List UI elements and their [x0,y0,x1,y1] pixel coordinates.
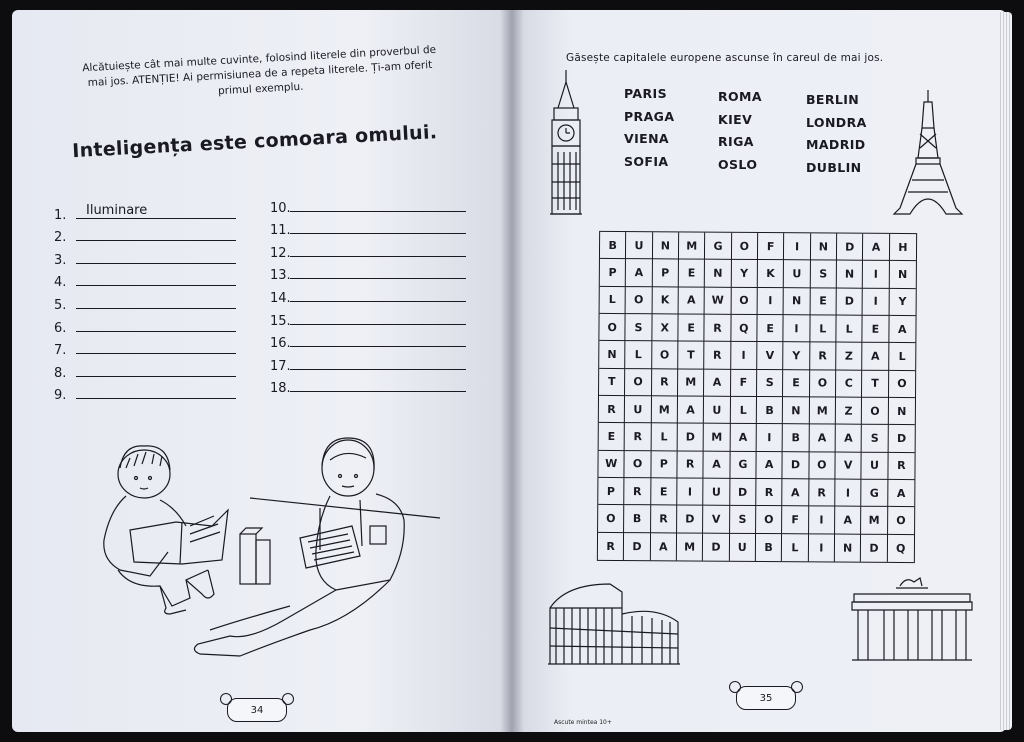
grid-cell[interactable]: R [705,342,732,370]
grid-cell[interactable]: R [888,453,915,481]
answer-number: 7. [54,343,67,359]
answer-blank[interactable] [290,346,466,347]
grid-cell[interactable]: Q [896,541,906,555]
word-list-item: SOFIA [624,153,669,169]
word-list-column-2 [718,89,762,179]
grid-cell[interactable]: O [756,506,783,534]
grid-cell[interactable]: L [730,397,757,425]
grid-cell[interactable]: P [651,451,678,479]
answer-blank[interactable] [76,353,236,354]
grid-cell[interactable]: P [598,478,625,506]
grid-cell[interactable]: A [678,396,705,424]
grid-cell[interactable]: H [890,234,917,262]
grid-cell[interactable]: A [626,259,653,287]
grid-cell[interactable]: U [784,261,811,289]
page-number-ornament [791,681,803,693]
grid-cell[interactable]: I [863,261,890,289]
grid-cell[interactable]: L [782,534,809,562]
grid-cell[interactable]: D [677,506,704,534]
grid-cell[interactable]: O [862,398,889,426]
answer-blank[interactable] [290,256,466,257]
grid-cell[interactable]: R [599,396,626,424]
answer-blank[interactable] [76,285,236,286]
grid-cell[interactable]: S [730,506,757,534]
grid-cell[interactable]: N [705,260,732,288]
answer-number: 13. [270,268,291,284]
grid-cell[interactable]: N [837,261,864,289]
grid-cell[interactable]: O [626,287,653,315]
grid-cell[interactable]: P [600,259,627,287]
grid-cell[interactable]: A [704,451,731,479]
grid-cell[interactable]: Q [731,315,758,343]
grid-cell[interactable]: B [600,232,627,260]
grid-cell[interactable]: D [861,534,888,562]
grid-cell[interactable]: A [756,452,783,480]
grid-cell[interactable]: E [651,478,678,506]
grid-cell[interactable]: R [677,451,704,479]
answer-number: 8. [54,365,67,381]
answer-line[interactable] [270,216,466,239]
grid-cell[interactable]: D [888,425,915,453]
answer-blank[interactable] [76,308,236,309]
grid-cell[interactable]: A [651,533,678,561]
answer-line[interactable] [54,200,236,223]
grid-cell[interactable]: Z [836,343,863,371]
grid-cell[interactable]: B [783,425,810,453]
grid-cell[interactable]: M [678,369,705,397]
grid-cell[interactable]: M [677,533,704,561]
grid-cell[interactable]: O [810,370,837,398]
answer-blank[interactable] [76,398,236,399]
grid-cell[interactable]: Y [731,260,758,288]
grid-cell[interactable]: D [730,479,757,507]
grid-cell[interactable]: P [652,260,679,288]
grid-cell[interactable]: F [758,233,785,261]
word-list-item: OSLO [718,156,758,172]
page-edges [1000,12,1012,730]
answer-number: 12. [270,245,291,261]
answer-number: 9. [54,388,67,404]
answer-line[interactable] [54,358,236,381]
grid-cell[interactable]: A [863,343,890,371]
grid-cell[interactable]: E [678,314,705,342]
grid-cell[interactable]: I [863,288,890,316]
answer-blank[interactable] [290,233,466,234]
grid-cell[interactable]: M [651,396,678,424]
grid-cell[interactable]: T [862,370,889,398]
grid-cell[interactable]: R [625,423,652,451]
grid-cell[interactable]: B [757,397,784,425]
right-instruction: Găsește capitalele europene ascunse în careul de mai jos. [566,52,884,64]
answer-line[interactable] [54,223,236,246]
grid-cell[interactable]: D [624,533,651,561]
answer-line[interactable] [54,336,236,359]
word-list-column-3 [806,92,867,182]
word-list-item: LONDRA [806,114,867,130]
grid-cell[interactable]: U [626,232,653,260]
grid-cell[interactable]: Y [889,289,916,317]
grid-cell[interactable]: E [863,316,890,344]
grid-cell[interactable]: U [704,397,731,425]
page-number-35 [736,686,796,710]
grid-cell[interactable]: A [888,480,915,508]
grid-cell[interactable]: I [784,233,811,261]
grid-cell[interactable]: L [810,315,837,343]
grid-cell[interactable]: S [626,314,653,342]
word-list-item: RIGA [718,134,754,149]
answer-number: 17. [270,358,291,374]
left-instruction: Alcătuiește cât mai multe cuvinte, folosind literele din proverbul de mai jos. ATENȚIE! Ai permisiunea de a repeta literele. Ți-am oferit primul exemplu. [81,43,437,98]
answer-number: 16. [270,336,291,352]
grid-cell[interactable]: A [889,316,916,344]
grid-cell[interactable]: R [705,315,732,343]
grid-cell[interactable]: G [862,480,889,508]
word-list-item: BERLIN [806,92,860,107]
answer-number: 2. [54,230,67,246]
answer-line[interactable] [270,238,466,261]
answer-line[interactable] [270,193,466,216]
page-number-34 [227,698,287,722]
answer-line[interactable] [54,245,236,268]
answer-blank[interactable] [76,240,236,241]
answer-number: 18. [270,381,291,397]
grid-cell[interactable]: N [784,288,811,316]
grid-cell[interactable]: F [782,507,809,535]
grid-cell[interactable]: O [889,371,916,399]
answer-number: 15. [270,313,291,329]
grid-cell[interactable]: S [810,261,837,289]
grid-cell[interactable]: L [600,287,627,315]
grid-cell[interactable]: W [705,287,732,315]
word-list-item: PARIS [624,86,667,101]
grid-cell[interactable]: B [624,505,651,533]
grid-cell[interactable]: M [679,232,706,260]
grid-cell[interactable]: I [758,288,785,316]
grid-cell[interactable]: S [757,370,784,398]
grid-cell[interactable]: R [598,533,625,561]
word-search-grid [597,231,917,563]
grid-cell[interactable]: A [730,424,757,452]
grid-cell[interactable]: O [732,233,759,261]
grid-cell[interactable]: E [810,288,837,316]
grid-cell[interactable]: L [889,343,916,371]
grid-cell[interactable]: I [835,480,862,508]
answer-blank[interactable] [290,301,466,302]
children-reading-illustration [90,430,450,680]
word-list-item: MADRID [806,137,866,152]
book-gutter [500,10,524,732]
answer-column-2 [270,193,466,396]
grid-cell[interactable]: S [862,425,889,453]
page-number-text: 35 [759,692,773,704]
grid-cell[interactable]: R [756,479,783,507]
grid-cell[interactable]: I [809,534,836,562]
grid-cell[interactable]: O [652,342,679,370]
word-list-item: ROMA [718,89,762,104]
grid-cell[interactable]: N [783,397,810,425]
grid-cell[interactable]: K [652,287,679,315]
grid-cell[interactable]: A [809,425,836,453]
page-number-ornament [220,693,232,705]
grid-cell[interactable]: R [651,506,678,534]
grid-cell[interactable]: I [784,315,811,343]
grid-cell[interactable]: E [599,423,626,451]
answer-blank[interactable] [290,369,466,370]
grid-cell[interactable]: A [783,479,810,507]
grid-cell[interactable]: V [757,342,784,370]
answer-line[interactable] [270,306,466,329]
grid-cell[interactable]: I [809,507,836,535]
answer-blank[interactable] [76,376,236,377]
grid-cell[interactable]: E [757,315,784,343]
grid-cell[interactable]: B [756,534,783,562]
answer-number: 14. [270,290,291,306]
grid-cell[interactable]: A [863,234,890,262]
answer-blank[interactable] [76,263,236,264]
proverb-title: Inteligența este comoara omului. [71,121,438,163]
brandenburg-gate-illustration [850,572,974,664]
page-number-text: 34 [250,704,264,716]
grid-cell[interactable]: W [598,451,625,479]
answer-number: 6. [54,320,67,336]
grid-cell[interactable]: F [731,369,758,397]
colosseum-illustration [546,578,682,670]
grid-cell[interactable]: O [599,314,626,342]
answer-blank[interactable] [290,278,466,279]
grid-cell[interactable]: U [730,533,757,561]
grid-cell[interactable]: L [626,341,653,369]
grid-cell[interactable]: N [835,534,862,562]
grid-cell[interactable]: X [652,314,679,342]
grid-cell[interactable]: U [704,479,731,507]
grid-cell[interactable]: L [836,316,863,344]
grid-cell[interactable]: O [809,452,836,480]
grid-cell[interactable]: A [704,369,731,397]
word-list-column-1 [624,86,674,176]
page-number-ornament [729,681,741,693]
answer-number: 10. [270,200,291,216]
answer-blank[interactable]: Iluminare [76,204,236,219]
eiffel-tower-illustration [894,90,962,214]
grid-cell[interactable]: A [679,287,706,315]
grid-cell[interactable]: R [809,479,836,507]
grid-cell[interactable]: D [837,234,864,262]
grid-cell[interactable]: A [835,507,862,535]
word-list-item: DUBLIN [806,159,862,175]
grid-cell[interactable]: D [837,288,864,316]
answer-line[interactable] [54,381,236,404]
grid-cell[interactable]: O [625,451,652,479]
answer-line[interactable] [54,290,236,313]
grid-cell[interactable]: N [888,398,915,426]
grid-cell[interactable]: C [836,370,863,398]
answer-line[interactable] [270,329,466,352]
grid-cell[interactable]: O [731,287,758,315]
answer-blank[interactable] [290,211,466,212]
grid-cell[interactable]: D [703,533,730,561]
answer-number: 3. [54,252,67,268]
answer-number: 11. [270,223,291,239]
grid-cell[interactable]: O [888,507,915,535]
grid-cell[interactable]: N [811,233,838,261]
answer-number: 5. [54,297,67,313]
answer-line[interactable] [54,268,236,291]
answer-blank[interactable] [290,391,466,392]
grid-cell[interactable]: G [730,451,757,479]
grid-cell[interactable]: N [599,341,626,369]
grid-cell[interactable]: E [783,370,810,398]
grid-cell[interactable]: M [809,397,836,425]
grid-cell[interactable]: R [810,343,837,371]
answer-line[interactable] [270,374,466,397]
grid-cell[interactable]: Z [836,398,863,426]
grid-cell[interactable]: V [835,452,862,480]
grid-cell[interactable]: O [625,369,652,397]
answer-line[interactable] [270,283,466,306]
grid-cell[interactable]: A [836,425,863,453]
grid-cell[interactable]: M [704,424,731,452]
answer-column-1 [54,200,236,403]
grid-cell[interactable]: L [651,424,678,452]
grid-cell[interactable]: D [783,452,810,480]
grid-cell[interactable]: R [625,478,652,506]
grid-cell[interactable]: I [731,342,758,370]
grid-cell[interactable]: T [678,342,705,370]
grid-cell[interactable]: Y [784,343,811,371]
grid-cell[interactable]: N [889,261,916,289]
answer-blank[interactable] [290,324,466,325]
word-list-item: PRAGA [624,108,675,124]
grid-cell[interactable]: K [758,260,785,288]
grid-cell[interactable]: R [652,369,679,397]
grid-cell[interactable]: E [679,260,706,288]
word-list-item: KIEV [718,111,753,127]
grid-cell[interactable]: U [625,396,652,424]
page-number-ornament [282,693,294,705]
answer-line[interactable] [270,351,466,374]
grid-cell[interactable]: N [653,232,680,260]
grid-cell[interactable]: T [599,369,626,397]
word-list-item: VIENA [624,131,669,146]
series-label: Ascute mintea 10+ [554,719,612,726]
answer-line[interactable] [54,313,236,336]
big-ben-illustration [544,68,588,218]
grid-cell[interactable]: I [757,424,784,452]
grid-cell[interactable]: M [861,507,888,535]
answer-number: 4. [54,275,67,291]
grid-cell[interactable]: O [598,505,625,533]
grid-cell[interactable]: I [677,478,704,506]
grid-cell[interactable]: V [703,506,730,534]
answer-blank[interactable] [76,331,236,332]
grid-cell[interactable]: D [678,424,705,452]
answer-line[interactable] [270,261,466,284]
grid-cell[interactable]: U [862,452,889,480]
grid-cell[interactable]: G [705,233,732,261]
answer-number: 1. [54,207,67,223]
